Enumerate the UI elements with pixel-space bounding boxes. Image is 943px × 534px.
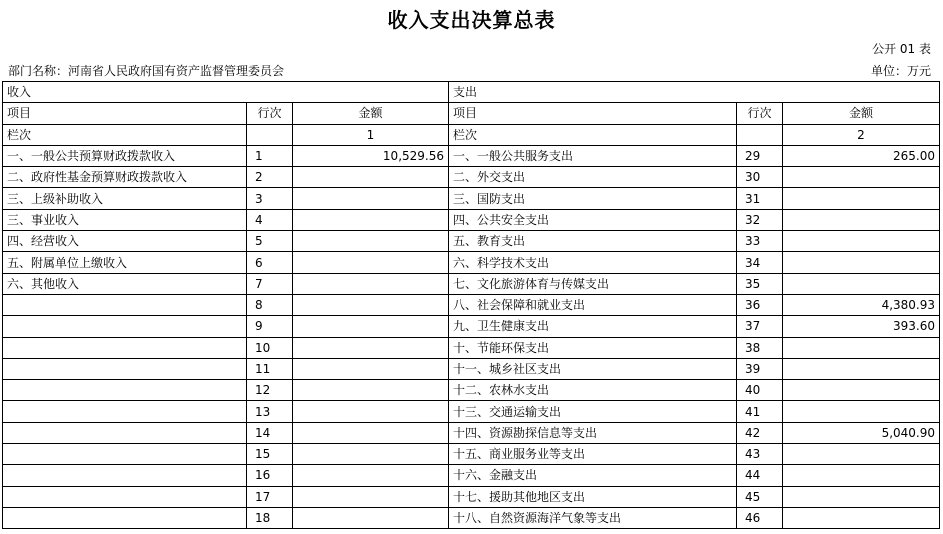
expense-amount-cell (783, 209, 940, 230)
income-item-cell: 一、一般公共预算财政拨款收入 (3, 145, 247, 166)
expense-rowno-cell: 37 (737, 316, 783, 337)
expense-item-cell: 十八、自然资源海洋气象等支出 (449, 507, 737, 528)
income-rowno-cell: 12 (247, 380, 293, 401)
expense-rowno-cell: 35 (737, 273, 783, 294)
expense-item-cell: 六、科学技术支出 (449, 252, 737, 273)
income-rowno-cell: 15 (247, 444, 293, 465)
expense-amount-cell (783, 465, 940, 486)
income-amount-cell (293, 273, 449, 294)
income-rowno-cell: 1 (247, 145, 293, 166)
dept-info (8, 62, 284, 79)
income-amount-cell (293, 380, 449, 401)
expense-rowno-cell: 30 (737, 167, 783, 188)
income-item-cell (3, 294, 247, 315)
income-amount-cell (293, 444, 449, 465)
expense-rowno-cell: 44 (737, 465, 783, 486)
income-rowno-cell: 8 (247, 294, 293, 315)
expense-item-cell: 三、国防支出 (449, 188, 737, 209)
income-amount-cell (293, 465, 449, 486)
income-amount-cell: 10,529.56 (293, 145, 449, 166)
income-amount-cell (293, 209, 449, 230)
expense-rowno-cell: 40 (737, 380, 783, 401)
expense-rowno-cell: 29 (737, 145, 783, 166)
table-row (3, 231, 940, 252)
income-amount-cell (293, 358, 449, 379)
income-item-cell (3, 337, 247, 358)
expense-rowno-cell: 39 (737, 358, 783, 379)
expense-rowno-index (737, 124, 783, 145)
income-amount-header: 金额 (293, 103, 449, 124)
income-item-cell (3, 444, 247, 465)
expense-amount-cell: 393.60 (783, 316, 940, 337)
income-item-cell: 四、经营收入 (3, 231, 247, 252)
expense-rowno-cell: 45 (737, 486, 783, 507)
income-amount-cell (293, 422, 449, 443)
income-amount-cell (293, 167, 449, 188)
expense-rowno-cell: 32 (737, 209, 783, 230)
expense-item-cell: 十二、农林水支出 (449, 380, 737, 401)
column-index-row (3, 124, 940, 145)
expense-item-cell: 二、外交支出 (449, 167, 737, 188)
expense-rowno-header: 行次 (737, 103, 783, 124)
expense-item-cell: 十六、金融支出 (449, 465, 737, 486)
income-expense-table (2, 81, 940, 529)
income-item-cell (3, 507, 247, 528)
income-item-cell (3, 486, 247, 507)
table-row (3, 486, 940, 507)
expense-rowno-cell: 34 (737, 252, 783, 273)
expense-item-cell: 十五、商业服务业等支出 (449, 444, 737, 465)
income-rowno-cell: 14 (247, 422, 293, 443)
expense-rowno-cell: 43 (737, 444, 783, 465)
expense-amount-cell (783, 252, 940, 273)
report-code: 公开 01 表 (872, 42, 931, 56)
income-amount-cell (293, 337, 449, 358)
income-item-cell: 五、附属单位上缴收入 (3, 252, 247, 273)
expense-item-cell: 十四、资源勘探信息等支出 (449, 422, 737, 443)
table-row (3, 145, 940, 166)
income-col-label: 栏次 (3, 124, 247, 145)
expense-item-cell: 八、社会保障和就业支出 (449, 294, 737, 315)
income-amount-cell (293, 294, 449, 315)
income-rowno-cell: 7 (247, 273, 293, 294)
income-amount-index: 1 (293, 124, 449, 145)
income-amount-cell (293, 231, 449, 252)
expense-rowno-cell: 38 (737, 337, 783, 358)
expense-amount-cell (783, 444, 940, 465)
table-row (3, 401, 940, 422)
expense-item-cell: 九、卫生健康支出 (449, 316, 737, 337)
expense-amount-cell: 4,380.93 (783, 294, 940, 315)
income-rowno-cell: 13 (247, 401, 293, 422)
expense-amount-cell (783, 486, 940, 507)
expense-rowno-cell: 33 (737, 231, 783, 252)
table-row (3, 358, 940, 379)
expense-item-cell: 十、节能环保支出 (449, 337, 737, 358)
expense-item-cell: 十三、交通运输支出 (449, 401, 737, 422)
expense-amount-cell (783, 337, 940, 358)
income-amount-cell (293, 188, 449, 209)
income-rowno-cell: 17 (247, 486, 293, 507)
income-amount-cell (293, 401, 449, 422)
dept-name: 河南省人民政府国有资产监督管理委员会 (68, 64, 285, 78)
expense-rowno-cell: 36 (737, 294, 783, 315)
income-amount-cell (293, 507, 449, 528)
income-rowno-cell: 3 (247, 188, 293, 209)
expense-amount-cell (783, 358, 940, 379)
expense-amount-cell (783, 507, 940, 528)
income-item-cell (3, 358, 247, 379)
table-row (3, 167, 940, 188)
section-header-row (3, 82, 940, 103)
income-rowno-cell: 6 (247, 252, 293, 273)
expense-amount-cell: 5,040.90 (783, 422, 940, 443)
table-row (3, 294, 940, 315)
table-row (3, 380, 940, 401)
expense-item-cell: 四、公共安全支出 (449, 209, 737, 230)
table-row (3, 252, 940, 273)
income-item-cell (3, 401, 247, 422)
income-amount-cell (293, 316, 449, 337)
table-row (3, 507, 940, 528)
income-item-cell: 二、政府性基金预算财政拨款收入 (3, 167, 247, 188)
income-item-cell (3, 422, 247, 443)
table-row (3, 422, 940, 443)
income-item-cell: 六、其他收入 (3, 273, 247, 294)
expense-amount-cell (783, 167, 940, 188)
table-body (3, 82, 940, 529)
income-rowno-cell: 18 (247, 507, 293, 528)
income-rowno-index (247, 124, 293, 145)
income-rowno-cell: 11 (247, 358, 293, 379)
expense-item-cell: 一、一般公共服务支出 (449, 145, 737, 166)
income-section-header: 收入 (3, 82, 449, 103)
income-item-cell: 三、事业收入 (3, 209, 247, 230)
expense-amount-cell (783, 401, 940, 422)
table-row (3, 444, 940, 465)
income-amount-cell (293, 252, 449, 273)
expense-item-header: 项目 (449, 103, 737, 124)
column-header-row (3, 103, 940, 124)
income-item-cell (3, 380, 247, 401)
income-item-cell (3, 465, 247, 486)
income-item-cell (3, 316, 247, 337)
expense-amount-cell (783, 273, 940, 294)
expense-amount-cell (783, 188, 940, 209)
expense-item-cell: 十七、援助其他地区支出 (449, 486, 737, 507)
table-row (3, 316, 940, 337)
income-rowno-cell: 10 (247, 337, 293, 358)
table-row (3, 209, 940, 230)
income-item-cell: 三、上级补助收入 (3, 188, 247, 209)
expense-amount-index: 2 (783, 124, 940, 145)
income-rowno-header: 行次 (247, 103, 293, 124)
table-row (3, 188, 940, 209)
expense-section-header: 支出 (449, 82, 940, 103)
income-amount-cell (293, 486, 449, 507)
expense-item-cell: 七、文化旅游体育与传媒支出 (449, 273, 737, 294)
expense-item-cell: 十一、城乡社区支出 (449, 358, 737, 379)
table-row (3, 273, 940, 294)
income-rowno-cell: 2 (247, 167, 293, 188)
expense-col-label: 栏次 (449, 124, 737, 145)
income-rowno-cell: 9 (247, 316, 293, 337)
expense-item-cell: 五、教育支出 (449, 231, 737, 252)
dept-label: 部门名称： (8, 64, 69, 78)
expense-amount-cell: 265.00 (783, 145, 940, 166)
expense-rowno-cell: 46 (737, 507, 783, 528)
expense-rowno-cell: 42 (737, 422, 783, 443)
expense-amount-cell (783, 231, 940, 252)
income-rowno-cell: 5 (247, 231, 293, 252)
expense-rowno-cell: 31 (737, 188, 783, 209)
expense-amount-cell (783, 380, 940, 401)
income-item-header: 项目 (3, 103, 247, 124)
income-rowno-cell: 4 (247, 209, 293, 230)
page-title: 收入支出决算总表 (387, 8, 556, 32)
unit-label: 单位：万元 (870, 64, 931, 78)
table-row (3, 337, 940, 358)
table-row (3, 465, 940, 486)
expense-rowno-cell: 41 (737, 401, 783, 422)
income-rowno-cell: 16 (247, 465, 293, 486)
expense-amount-header: 金额 (783, 103, 940, 124)
